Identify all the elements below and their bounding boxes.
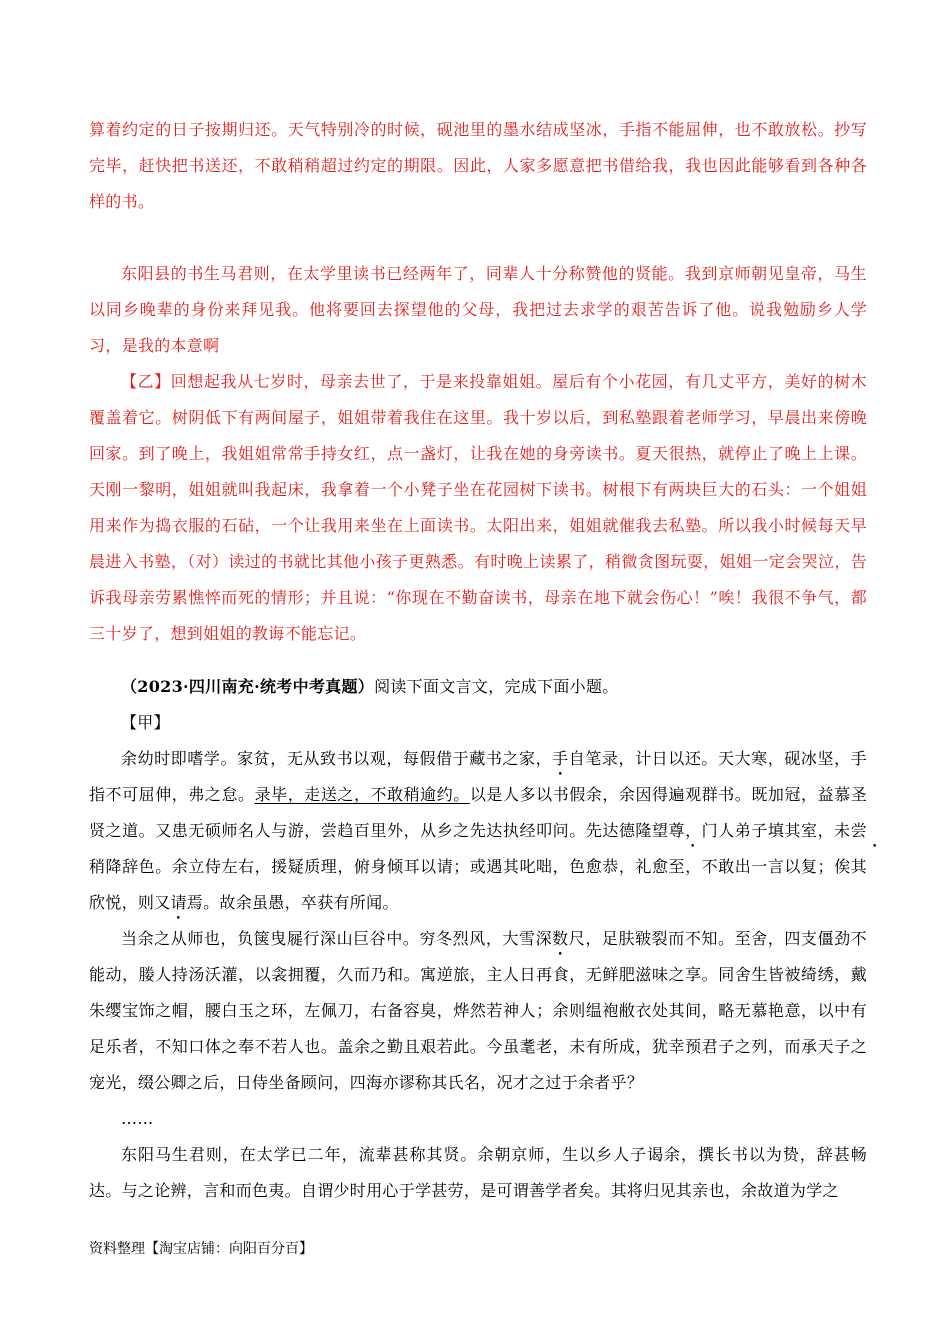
section-label-jia: 【甲】 xyxy=(121,713,170,732)
footer-note: 资料整理【淘宝店铺：向阳百分百】 xyxy=(89,1241,313,1257)
question-prompt: 阅读下面文言文，完成下面小题。 xyxy=(374,677,619,696)
translation-paragraph-1: 算着约定的日子按期归还。天气特别冷的时候，砚池里的墨水结成坚冰，手指不能屈伸，也不敢放松。抄写完毕，赶快把书送还，不敢稍稍超过约定的期限。因此，人家多愿意把书借给我，我也因此能够看到各种各样的书。 xyxy=(89,120,867,211)
question-source: （2023·四川南充·统考中考真题） xyxy=(121,677,375,696)
classical-paragraph-2 xyxy=(89,921,867,1101)
classical-paragraph-1 xyxy=(89,741,867,921)
dotted-word-yi: 以 xyxy=(536,785,553,804)
dotted-word-zai: 再 xyxy=(536,965,553,984)
classical-text: 以是人多 xyxy=(469,785,537,804)
classical-text: 从师也，负箧曳屣行深山巨谷中。穷冬烈风，大雪深数尺，足肤皲裂而不知。至舍，四支僵劲不能动，媵人持汤沃灌，以衾拥覆，久而乃和。寓逆旅，主人日 xyxy=(89,929,867,984)
classical-text: ，不敢出一言以复；俟 xyxy=(685,857,851,876)
classical-text: 余幼时即嗜学。家贫，无从致书以观，每假借于藏书之家，手自笔录，计日以还。天大寒，砚冰坚，手指不可屈伸，弗之怠。 xyxy=(89,749,867,804)
dotted-word-zhi: 至 xyxy=(668,857,686,876)
ellipsis: …… xyxy=(121,1109,154,1128)
classical-text: 欣悦，则又请焉。故余虽愚，卒获有所闻。 xyxy=(89,893,399,912)
underlined-sentence: 录毕，走送之，不敢稍逾约。 xyxy=(254,785,470,804)
translation-paragraph-yi: 【乙】回想起我从七岁时，母亲去世了，于是来投靠姐姐。屋后有个小花园，有几丈平方，美好的树木覆盖着它。树阴低下有两间屋子，姐姐带着我住在这里。我十岁以后，到私塾跟着老师学习，早晨出来傍晚回家。到了晚上，我姐姐常常手持女红，点一盏灯，让我在她的身旁读书。夏天很热，就停止了晚上上课。天刚一黎明，姐姐就叫我起床，我拿着一个小凳子坐在花园树下读书。树根下有两块巨大的石头：一个姐姐用来作为捣衣服的石砧，一个让我用来坐在上面读书。太阳出来，姐姐就催我去私塾。所以我小时候每天早晨进入书塾，（对）读过的书就比其他小孩子更熟悉。有时晚上读累了，稍微贪图玩耍，姐姐一定会哭泣，告诉我母亲劳累憔悴而死的情形；并且说：“你现在不勤奋读书，母亲在地下就会伤心！”唉！我很不争气，都三十岁了，想到姐姐的教诲不能忘记。 xyxy=(89,372,867,643)
classical-text: 食，无鲜肥滋味之享。同舍生皆被绮绣，戴朱缨宝饰之帽，腰白玉之环，左佩刀，右备容臭，烨然若神人；余则缊袍敝衣处其间，略无慕艳意，以中有足乐者，不知口体之奉不若人也。盖余之勤且艰若此。今虽耄老，未有所成，犹幸预君子之列，而承天子之宠光，缀公卿之后，日侍坐备顾问，四海亦谬称其氏名，况才之过于余者乎？ xyxy=(89,965,867,1092)
dotted-word-qi: 其 xyxy=(850,857,867,876)
translation-paragraph-2: 东阳县的书生马君则，在太学里读书已经两年了，同辈人十分称赞他的贤能。我到京师朝见皇帝，马生以同乡晚辈的身份来拜见我。他将要回去探望他的父母，我把过去求学的艰苦告诉了他。说我勉励乡人学习，是我的本意啊 xyxy=(89,264,867,355)
classical-text: 当余 xyxy=(121,929,155,948)
classical-paragraph-3: 东阳马生君则，在太学已二年，流辈甚称其贤。余朝京师，生以乡人子谒余，撰长书以为贽，辞甚畅达。与之论辨，言和而色夷。自谓少时用心于学甚劳，是可谓善学者矣。其将归见其亲也，余故道为学之 xyxy=(89,1145,867,1200)
question-header xyxy=(89,669,867,705)
dotted-word-zhi-2: 之 xyxy=(154,929,171,948)
classical-text: 书假余，余因得遍观群书。既加冠，益慕圣贤之道。又患无硕师名人与游，尝趋百里外，从乡之先达执经叩问。先达德隆望尊，门人弟子填其室，未尝稍降辞色。余立侍左右，援疑质理，俯身倾耳以请；或遇其叱咄，色愈恭，礼愈 xyxy=(89,785,867,876)
